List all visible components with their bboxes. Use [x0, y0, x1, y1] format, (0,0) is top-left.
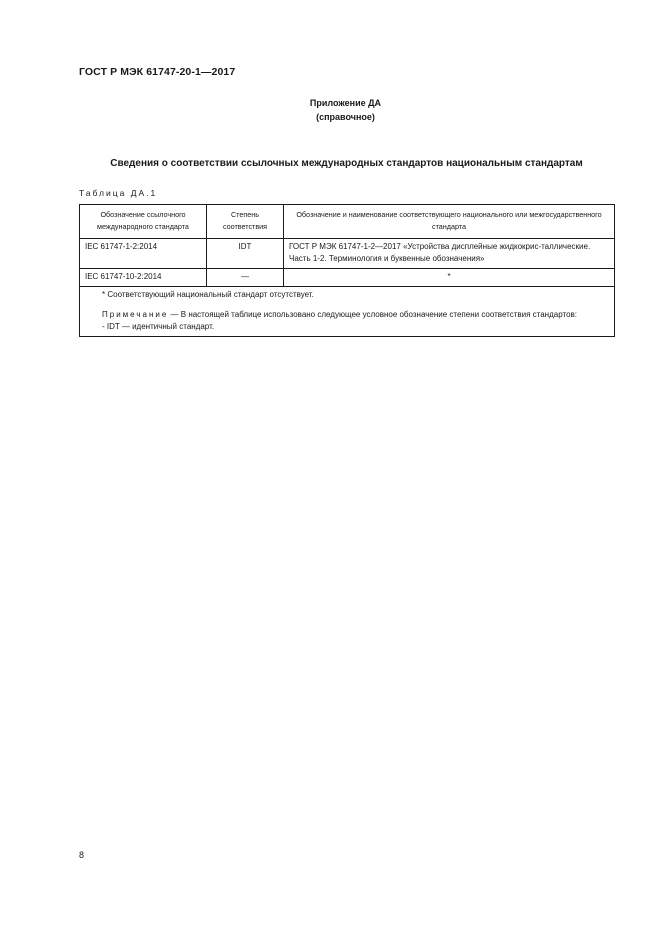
correspondence-table — [79, 204, 615, 337]
annex-title: Приложение ДА — [309, 98, 382, 108]
section-heading: Сведения о соответствии ссылочных международных стандартов национальным стандартам — [110, 158, 583, 169]
note-item: - IDT — идентичный стандарт. — [102, 322, 215, 331]
note-text: — В настоящей таблице использовано следующее условное обозначение степени соответствия стандартов: — [168, 310, 577, 319]
annex-block — [0, 96, 661, 124]
cell-national-standard: ГОСТ Р МЭК 61747-1-2—2017 «Устройства дисплейные жидкокрис-таллические. Часть 1-2. Терминология и буквенные обозначения» — [284, 239, 615, 269]
footnote-asterisk: * Соответствующий национальный стандарт отсутствует. — [102, 290, 314, 299]
cell-degree: — — [207, 269, 284, 287]
table-note — [88, 309, 606, 321]
table-row — [80, 239, 615, 269]
table-label: Таблица ДА.1 — [79, 188, 158, 198]
table-footnote-row — [80, 287, 615, 337]
document-code: ГОСТ Р МЭК 61747-20-1—2017 — [79, 66, 236, 78]
cell-degree: IDT — [207, 239, 284, 269]
page-number: 8 — [79, 850, 85, 860]
note-label: Примечание — [102, 310, 169, 319]
cell-intl-standard: IEC 61747-1-2:2014 — [80, 239, 207, 269]
header-national-standard: Обозначение и наименование соответствующего национального или межгосударственного стандарта — [284, 205, 615, 239]
table-row — [80, 269, 615, 287]
header-degree: Степень соответствия — [207, 205, 284, 239]
annex-subtitle: (справочное) — [316, 112, 375, 122]
table-header-row — [80, 205, 615, 239]
cell-national-standard: * — [284, 269, 615, 287]
header-intl-standard: Обозначение ссылочного международного стандарта — [80, 205, 207, 239]
cell-intl-standard: IEC 61747-10-2:2014 — [80, 269, 207, 287]
table-footnotes — [80, 287, 615, 337]
